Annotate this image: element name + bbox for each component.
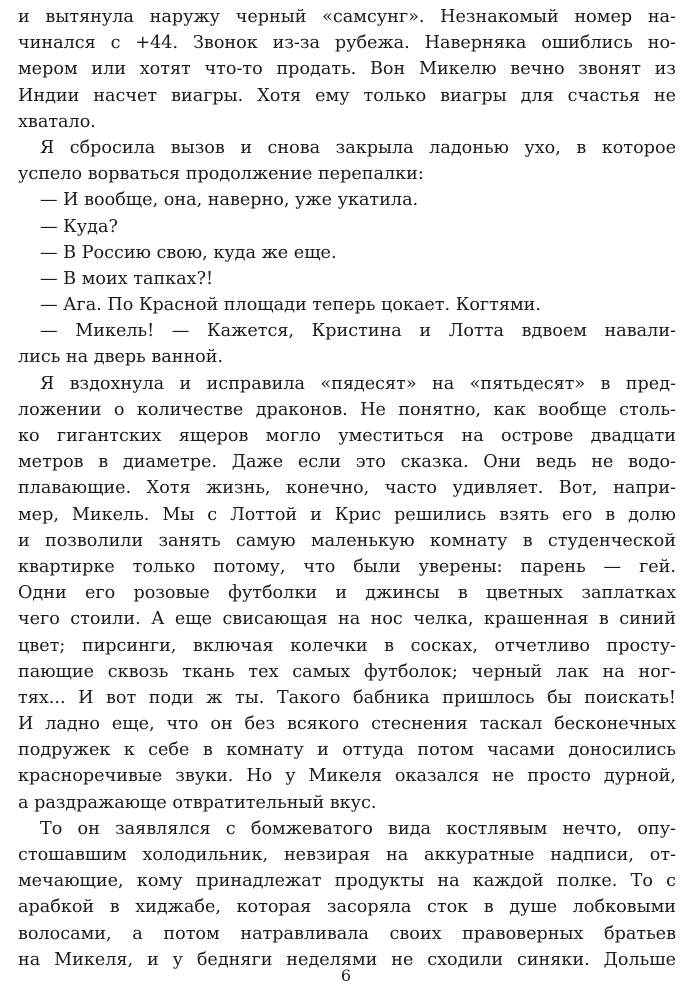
- text-line: и вытянула наружу черный «самсунг». Незнакомый номер на-: [18, 7, 676, 27]
- text-line: красноречивые звуки. Но у Микеля оказался не просто дурной,: [18, 766, 676, 787]
- text-line: тях... И вот поди ж ты. Такого бабника пришлось бы поискать!: [18, 687, 676, 708]
- text-line: чего стоили. А еще свисающая на нос челка, крашенная в синий: [18, 609, 676, 630]
- text-line: волосами, а потом натравливала своих правоверных братьев: [18, 923, 676, 944]
- text-line: плавающие. Хотя жизнь, конечно, часто удивляет. Вот, напри-: [18, 478, 676, 499]
- text-line: квартирке только потому, что были уверены: парень — гей.: [18, 556, 676, 577]
- text-line: — И вообще, она, наверно, уже укатила.: [40, 190, 419, 211]
- text-line: а раздражающе отвратительный вкус.: [18, 792, 377, 813]
- text-line: на Микеля, и у бедняги неделями не сходили синяки. Дольше: [18, 949, 676, 970]
- text-line: — В моих тапках?!: [40, 268, 214, 289]
- text-line: хватало.: [18, 111, 96, 132]
- text-line: мером или хотят что-то продать. Вон Микелю вечно звонят из: [18, 59, 676, 80]
- text-line: Я сбросила вызов и снова закрыла ладонью ухо, в которое: [40, 137, 676, 158]
- text-line: Я вздохнула и исправила «пядесят» на «пятьдесят» в пред-: [40, 373, 676, 394]
- text-line: Индии насчет виагры. Хотя ему только виагры для счастья не: [18, 85, 676, 106]
- text-line: — Ага. По Красной площади теперь цокает. Когтями.: [40, 295, 541, 316]
- text-line: ложении о количестве драконов. Не понятно, как вообще столь-: [18, 399, 676, 420]
- text-line: мечающие, кому принадлежат продукты на каждой полке. То с: [18, 871, 676, 892]
- text-line: и позволили занять самую маленькую комнату в студенческой: [18, 530, 676, 551]
- text-line: — Микель! — Кажется, Кристина и Лотта вдвоем навали-: [40, 321, 676, 342]
- text-line: пающие сквозь ткань тех самых футболок; черный лак на ног-: [18, 661, 676, 682]
- text-line: Одни его розовые футболки и джинсы в цветных заплатках: [18, 583, 676, 604]
- text-line: арабкой в хиджабе, которая засоряла сток в душе лобковыми: [18, 897, 676, 918]
- text-line: чинался с +44. Звонок из-за рубежа. Наверняка ошиблись но-: [18, 33, 676, 54]
- text-line: И ладно еще, что он без всякого стеснения таскал бесконечных: [18, 714, 676, 735]
- text-line: метров в диаметре. Даже если это сказка. Они ведь не водо-: [18, 452, 676, 473]
- text-line: ко гигантских ящеров могло уместиться на острове двадцати: [18, 426, 676, 446]
- text-line: — Куда?: [40, 216, 118, 237]
- text-line: мер, Микель. Мы с Лоттой и Крис решились взять его в долю: [18, 504, 676, 525]
- text-line: успело ворваться продолжение перепалки:: [18, 164, 424, 185]
- document-page: [18, 4, 676, 973]
- text-line: — В Россию свою, куда же еще.: [40, 242, 337, 263]
- text-line: лись на дверь ванной.: [18, 347, 224, 368]
- text-line: цвет; пирсинги, включая колечки в сосках, отчетливо просту-: [18, 635, 676, 656]
- text-line: То он заявлялся с бомжеватого вида костлявым нечто, опу-: [40, 818, 676, 839]
- text-line: стошавшим холодильник, невзирая на аккуратные надписи, от-: [18, 845, 676, 865]
- text-line: подружек к себе в комнату и оттуда потом часами доносились: [18, 740, 676, 761]
- page-number: 6: [340, 966, 352, 985]
